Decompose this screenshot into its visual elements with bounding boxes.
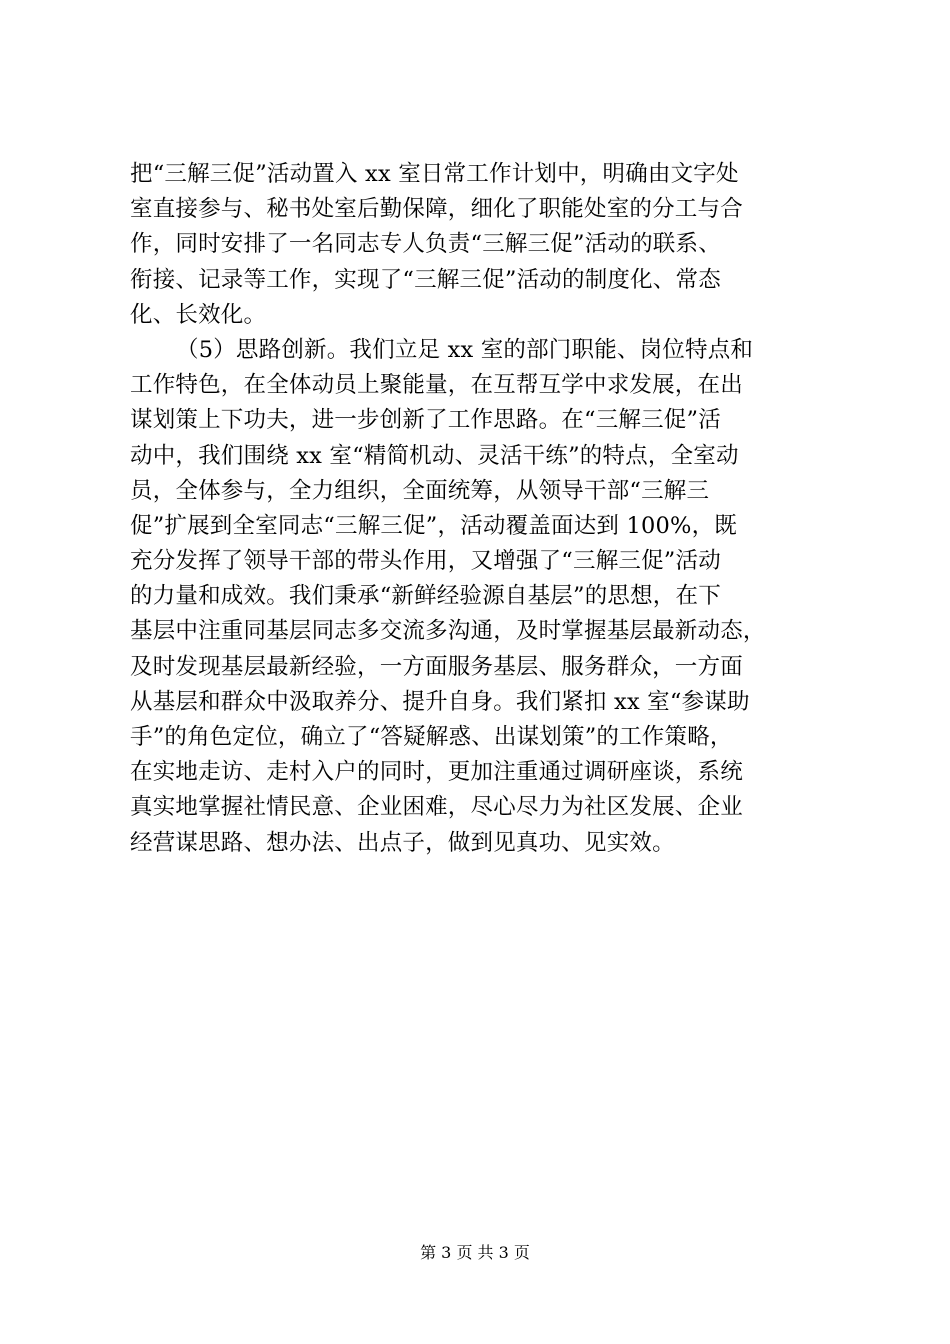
text-line: 员，全体参与，全力组织，全面统筹，从领导干部“三解三 — [130, 477, 710, 504]
text-line: 动中，我们围绕 xx 室“精简机动、灵活干练”的特点，全室动 — [130, 442, 739, 469]
text-line: 谋划策上下功夫，进一步创新了工作思路。在“三解三促”活 — [130, 407, 721, 434]
text-line: 经营谋思路、想办法、出点子，做到见真功、见实效。 — [130, 829, 675, 856]
text-line: 及时发现基层最新经验，一方面服务基层、服务群众，一方面 — [130, 653, 743, 680]
text-line: 真实地掌握社情民意、企业困难，尽心尽力为社区发展、企业 — [130, 794, 743, 821]
text-line: 基层中注重同基层同志多交流多沟通，及时掌握基层最新动态， — [130, 618, 766, 645]
body-text — [130, 157, 830, 861]
text-line: 的力量和成效。我们秉承“新鲜经验源自基层”的思想，在下 — [130, 583, 721, 610]
paragraph-start-line: （5）思路创新。我们立足 xx 室的部门职能、岗位特点和 — [176, 336, 754, 363]
text-line: 促”扩展到全室同志“三解三促”，活动覆盖面达到 100%，既 — [130, 512, 737, 539]
text-line: 化、长效化。 — [130, 301, 267, 328]
text-line: 手”的角色定位，确立了“答疑解惑、出谋划策”的工作策略， — [130, 724, 733, 750]
text-line: 作，同时安排了一名同志专人负责“三解三促”活动的联系、 — [130, 231, 721, 258]
text-line: 把“三解三促”活动置入 xx 室日常工作计划中，明确由文字处 — [130, 161, 739, 187]
page-number-footer: 第 3 页 共 3 页 — [420, 1243, 530, 1262]
text-line: 工作特色，在全体动员上聚能量，在互帮互学中求发展，在出 — [130, 372, 743, 399]
text-line: 充分发挥了领导干部的带头作用，又增强了“三解三促”活动 — [130, 548, 721, 575]
text-line: 衔接、记录等工作，实现了“三解三促”活动的制度化、常态 — [130, 266, 721, 293]
text-line: 室直接参与、秘书处室后勤保障，细化了职能处室的分工与合 — [130, 196, 743, 223]
text-line: 从基层和群众中汲取养分、提升自身。我们紧扣 xx 室“参谋助 — [130, 688, 750, 715]
text-line: 在实地走访、走村入户的同时，更加注重通过调研座谈，系统 — [130, 759, 743, 786]
